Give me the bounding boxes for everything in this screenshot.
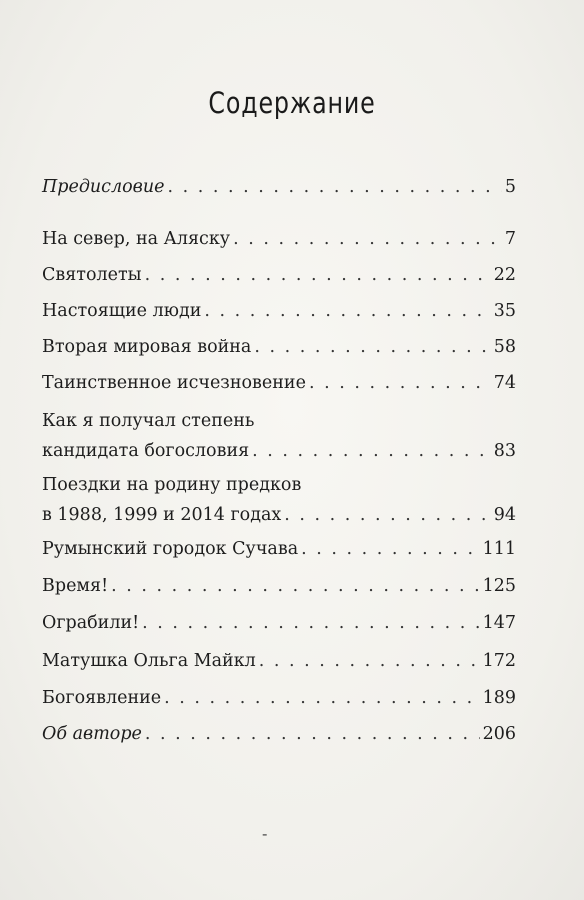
toc-entry-ww2 — [42, 334, 516, 360]
leader-dots — [259, 648, 480, 674]
toc-entry-epiphany — [42, 685, 516, 711]
toc-entry-title: Об авторе — [42, 724, 142, 744]
leader-dots — [164, 685, 479, 711]
toc-entry-preface — [42, 174, 516, 200]
toc-entry-about-author — [42, 721, 516, 747]
toc-page-number: 5 — [504, 177, 516, 197]
toc-page-number: 172 — [482, 651, 516, 671]
leader-dots — [142, 610, 479, 636]
toc-page-number: 206 — [482, 724, 516, 744]
toc-entry-title-line1: Как я получал степень — [42, 411, 255, 431]
toc-entry-svyatolety — [42, 262, 516, 288]
leader-dots — [167, 174, 501, 200]
leader-dots — [252, 438, 491, 464]
leader-dots — [309, 370, 491, 396]
toc-page-number: 189 — [482, 688, 516, 708]
toc-entry-robbed — [42, 610, 516, 636]
leader-dots — [111, 573, 479, 599]
toc-entry-suceava — [42, 536, 516, 562]
toc-entry-title: Ограбили! — [42, 613, 140, 633]
toc-entry-real-people — [42, 298, 516, 324]
toc-page-number: 58 — [493, 337, 516, 357]
toc-entry-time — [42, 573, 516, 599]
leader-dots — [254, 334, 490, 360]
toc-entry-title: в 1988, 1999 и 2014 годах — [42, 505, 282, 525]
toc-entry-title: Матушка Ольга Майкл — [42, 651, 256, 671]
toc-page-number: 147 — [482, 613, 516, 633]
toc-entry-title: На север, на Аляску — [42, 229, 231, 249]
toc-entry-title: Святолеты — [42, 265, 142, 285]
toc-entry-disappearance — [42, 370, 516, 396]
toc-entry-title: Предисловие — [42, 177, 165, 197]
toc-entry-matushka-olga — [42, 648, 516, 674]
leader-dots — [284, 502, 490, 528]
toc-page-number: 125 — [482, 576, 516, 596]
toc-page-number: 35 — [493, 301, 516, 321]
toc-entry-north-alaska — [42, 226, 516, 252]
leader-dots — [145, 721, 480, 747]
toc-page-number: 7 — [504, 229, 516, 249]
toc-entry-title: Настоящие люди — [42, 301, 202, 321]
toc-page-number: 94 — [493, 505, 516, 525]
toc-page-number: 22 — [493, 265, 516, 285]
toc-entry-theology-degree — [42, 408, 516, 464]
toc-entry-title: Вторая мировая война — [42, 337, 252, 357]
toc-page-number: 83 — [493, 441, 516, 461]
leader-dots — [204, 298, 490, 324]
toc-page-number: 74 — [493, 373, 516, 393]
leader-dots — [301, 536, 479, 562]
toc-entry-title: Время! — [42, 576, 109, 596]
toc-entry-homeland-trips — [42, 472, 516, 528]
leader-dots — [145, 262, 491, 288]
toc-entry-title: Румынский городок Сучава — [42, 539, 299, 559]
page-footer-mark: - — [262, 824, 268, 843]
leader-dots — [233, 226, 502, 252]
toc-entry-title: Таинственное исчезновение — [42, 373, 306, 393]
page-title: Содержание — [208, 86, 376, 120]
toc-entry-title: Богоявление — [42, 688, 162, 708]
toc-entry-title: кандидата богословия — [42, 441, 250, 461]
toc-page-number: 111 — [482, 539, 516, 559]
toc-entry-title-line1: Поездки на родину предков — [42, 475, 302, 495]
